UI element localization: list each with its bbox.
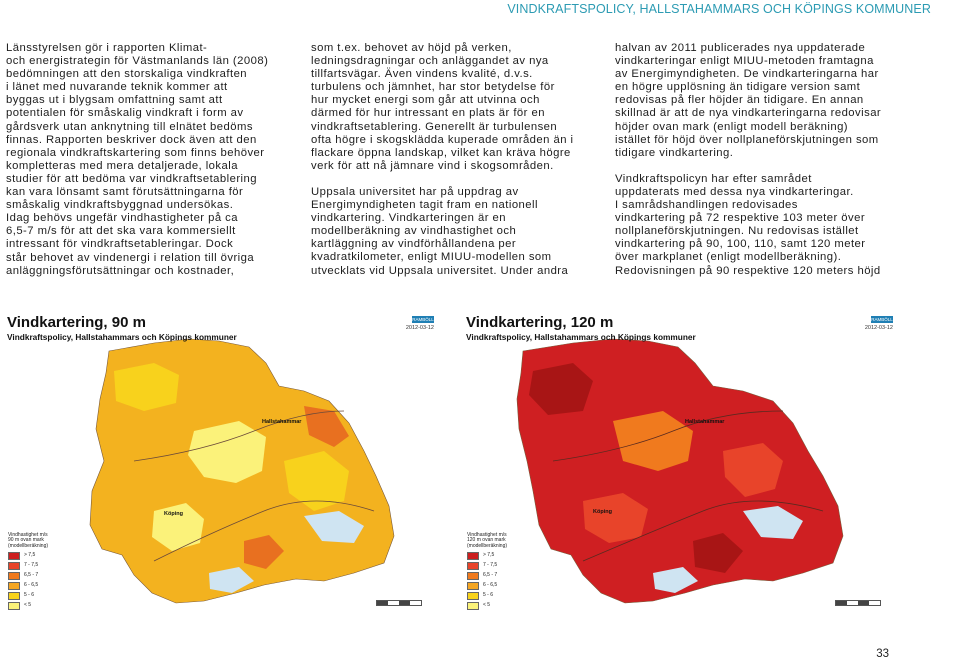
legend-label: 7 - 7,5: [24, 562, 39, 569]
legend-item: [467, 562, 527, 570]
legend-swatch: [8, 602, 20, 610]
page-number: 33: [876, 648, 889, 660]
town-label: Hallstahammar: [685, 419, 725, 425]
legend-item: [8, 562, 68, 570]
legend-label: 5 - 6: [24, 592, 35, 599]
town-label: Hallstahammar: [262, 419, 302, 425]
legend-item: [8, 552, 68, 560]
ramboll-logo: RAMBÖLL: [871, 317, 893, 322]
town-label: Köping: [164, 511, 183, 517]
scale-bar: [376, 600, 422, 606]
legend-swatch: [467, 552, 479, 560]
legend-swatch: [8, 562, 20, 570]
legend-item: [467, 592, 527, 600]
legend-swatch: [467, 562, 479, 570]
legend-swatch: [467, 602, 479, 610]
legend-title: Vindhastighet m/s 120 m ovan mark (modellberäkning): [467, 531, 508, 549]
legend-swatch: [8, 552, 20, 560]
wind-map-120m: [463, 311, 897, 620]
text-column-2: [311, 42, 596, 278]
map-title: Vindkartering, 90 m: [7, 314, 146, 331]
legend-item: [8, 602, 68, 610]
map-subtitle: Vindkraftspolicy, Hallstahammars och Köpings kommuner: [7, 332, 237, 342]
paragraph: Länsstyrelsen gör i rapporten Klimat- och energistrategin för Västmanlands län (2008) bedömningen att den storskaliga vindkraften i länet med nuvarande teknik kommer att byggas ut i blygsam omfattning samt att potentialen för småskalig vindkraft i form av gårdsverk utan anknytning till elnätet bedöms finnas. Rapporten beskriver dock även att den regionala vindkraftskartering som finns behöver kompletteras med mera detaljerade, lokala studier för att bedöma var vindkraftsetablering kan vara lönsamt samt förutsättningarna för småskalig vindkraftsbyggnad undersökas. Idag behövs ungefär vindhastigheter på ca 6,5-7 m/s för att det ska vara kommersiellt intressant för vindkraftsetableringar. Dock står behovet av vindenergi i relation till övriga anläggningsförutsättningar och kostnader,: [6, 42, 269, 277]
legend-label: 6,5 - 7: [24, 572, 39, 579]
scale-bar: [835, 600, 881, 606]
legend-item: [8, 572, 68, 580]
legend-swatch: [8, 572, 20, 580]
map-date: 2012-03-12: [864, 325, 893, 331]
legend-item: [467, 552, 527, 560]
map-date: 2012-03-12: [405, 325, 434, 331]
legend-item: [8, 592, 68, 600]
map-title: Vindkartering, 120 m: [466, 314, 614, 331]
paragraph: Vindkraftspolicyn har efter samrådet uppdaterats med dessa nya vindkarteringar. I samrådshandlingen redovisades vindkartering på 72 respektive 103 meter över nollplaneförskjutningen. Nu redovisas istället vindkartering på 90, 100, 110, samt 120 meter över markplanet (enligt modellberäkning). Redovisningen på 90 respektive 120 meters höjd: [615, 172, 881, 277]
legend-label: > 7,5: [24, 552, 36, 559]
legend-swatch: [8, 582, 20, 590]
legend-swatch: [467, 572, 479, 580]
paragraph: som t.ex. behovet av höjd på verken, ledningsdragningar och anläggandet av nya tillfartsvägar. Även vindens kvalité, d.v.s. turbulens och jämnhet, har stor betydelse för hur mycket energi som går att utvinna och därmed för hur intressant en plats är för en vindkraftsetablering. Generellt är turbulensen ofta högre i skogsklädda kuperade områden än i flackare öppna landskap, vilket kan kräva högre verk för att nå jämnare vind i skogsområden.: [311, 42, 574, 172]
legend-title: Vindhastighet m/s 90 m ovan mark (modellberäkning): [8, 531, 49, 549]
legend-label: < 5: [483, 602, 491, 609]
legend-swatch: [467, 592, 479, 600]
wind-map-90m: [4, 311, 438, 620]
map-area: [463, 311, 897, 620]
map-subtitle: Vindkraftspolicy, Hallstahammars och Köpings kommuner: [466, 332, 696, 342]
town-label: Köping: [593, 509, 612, 515]
legend-label: 6 - 6,5: [483, 582, 498, 589]
legend-label: 7 - 7,5: [483, 562, 498, 569]
legend-label: 6,5 - 7: [483, 572, 498, 579]
map-area: [4, 311, 438, 620]
legend-item: [467, 572, 527, 580]
paragraph: Uppsala universitet har på uppdrag av Energimyndigheten tagit fram en nationell vindkartering. Vindkarteringen är en modellberäkning av vindhastighet och kartläggning av vindförhållandena per kvadratkilometer, enligt MIUU-modellen som utvecklats vid Uppsala universitet. Under andra: [311, 185, 569, 277]
legend-swatch: [8, 592, 20, 600]
legend-swatch: [467, 582, 479, 590]
ramboll-logo: RAMBÖLL: [412, 317, 434, 322]
text-column-1: [6, 42, 296, 278]
legend-label: > 7,5: [483, 552, 495, 559]
paragraph: halvan av 2011 publicerades nya uppdaterade vindkarteringar enligt MIUU-metoden framtagna av Energimyndigheten. De vindkarteringarna har en högre upplösning än tidigare version samt redovisas på fler höjder än tidigare. En annan skillnad är att de nya vindkarteringarna redovisar höjder ovan mark (enligt modell beräkning) istället för höjd över nollplaneförskjutningen som tidigare vindkartering.: [615, 42, 882, 159]
text-column-3: [615, 42, 905, 278]
legend-item: [8, 582, 68, 590]
map-legend: [8, 533, 68, 613]
legend-label: < 5: [24, 602, 32, 609]
map-legend: [467, 533, 527, 613]
legend-item: [467, 602, 527, 610]
legend-label: 6 - 6,5: [24, 582, 39, 589]
legend-label: 5 - 6: [483, 592, 494, 599]
running-header: VINDKRAFTSPOLICY, HALLSTAHAMMARS OCH KÖPINGS KOMMUNER: [507, 2, 931, 16]
legend-item: [467, 582, 527, 590]
